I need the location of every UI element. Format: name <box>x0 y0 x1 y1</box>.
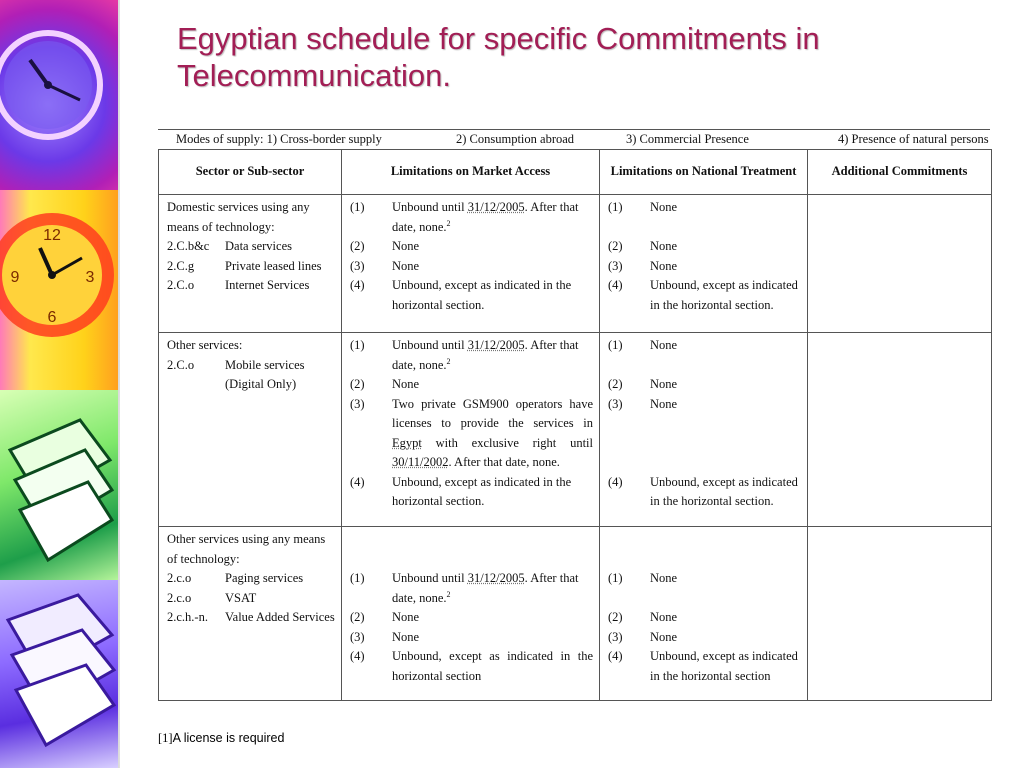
additional-commitments-cell <box>808 195 992 333</box>
mode-2: 2) Consumption abroad <box>456 132 575 146</box>
mode-1: Modes of supply: 1) Cross-border supply <box>176 132 382 146</box>
entry-text: None <box>650 258 678 273</box>
mode-number: (2) <box>608 377 623 391</box>
entry-text: Unbound until <box>392 338 468 352</box>
book-icon <box>0 580 120 768</box>
footnote-marker: 2 <box>446 589 451 599</box>
entry-text: Unbound, except as indicated in the horizontal section. <box>392 474 572 508</box>
table-row <box>159 195 992 333</box>
footnote-text: A license is required <box>172 731 285 745</box>
header-sector: Sector or Sub-sector <box>159 150 342 195</box>
entry-text: Unbound, except as indicated in the horizontal section. <box>650 474 798 508</box>
entry-text: . After that date, none. <box>392 571 579 605</box>
table-row <box>159 527 992 701</box>
sector-name: Paging services <box>225 571 304 585</box>
mode-number: (4) <box>350 474 365 489</box>
sector-cell <box>159 333 342 527</box>
market-access-cell <box>342 195 600 333</box>
strip-shadow <box>118 0 120 768</box>
books-image-purple <box>0 580 120 768</box>
entry-text: None <box>650 396 678 411</box>
entry-text: None <box>392 610 420 624</box>
sector-name: Data services <box>225 239 292 253</box>
sector-name: Mobile services (Digital Only) <box>225 357 305 391</box>
table-row <box>159 333 992 527</box>
mode-number: (1) <box>350 571 365 585</box>
entry-text: Unbound, except as indicated in the horizontal section. <box>392 278 572 312</box>
sector-intro: Other services: <box>167 338 243 352</box>
mode-number: (1) <box>350 338 365 352</box>
mode-number: (2) <box>350 377 365 391</box>
entry-text: None <box>650 338 678 352</box>
national-treatment-cell <box>600 527 808 701</box>
footnote-reference[interactable]: [1] <box>158 731 173 745</box>
table-header-row <box>159 150 992 195</box>
sector-name: Internet Services <box>225 278 310 292</box>
mode-3: 3) Commercial Presence <box>626 132 749 146</box>
footnote-marker: 2 <box>446 356 451 366</box>
entry-text: Unbound until <box>392 200 468 214</box>
mode-number: (4) <box>608 649 623 663</box>
book-icon <box>0 390 120 580</box>
mode-number: (3) <box>350 396 365 411</box>
sector-cell <box>159 527 342 701</box>
svg-text:9: 9 <box>10 269 20 286</box>
entry-date: 31/12/2005 <box>467 338 525 352</box>
entry-text: None <box>650 610 678 624</box>
mode-number: (1) <box>608 571 623 585</box>
svg-text:6: 6 <box>47 309 57 326</box>
mode-number: (2) <box>350 239 365 253</box>
sector-intro: Domestic services using any means of technology: <box>167 200 310 234</box>
sector-name: Value Added Services <box>225 610 335 624</box>
sector-code: 2.C.o <box>167 278 195 292</box>
entry-text: Unbound, except as indicated in the horizontal section <box>392 649 593 683</box>
entry-text: Unbound, except as indicated in the horizontal section. <box>650 278 798 312</box>
mode-number: (1) <box>608 200 623 214</box>
sector-cell <box>159 195 342 333</box>
entry-date: 31/12/2005 <box>467 571 525 585</box>
sector-name: VSAT <box>225 590 257 605</box>
market-access-cell <box>342 527 600 701</box>
entry-text: Two private GSM900 operators have licenses to provide the services in <box>392 396 593 430</box>
entry-text: . After that date, none. <box>392 338 579 372</box>
national-treatment-cell <box>600 195 808 333</box>
header-additional-commitments: Additional Commitments <box>808 150 992 195</box>
entry-text: None <box>392 258 420 273</box>
mode-number: (4) <box>350 278 365 292</box>
entry-text: None <box>650 377 678 391</box>
footnote <box>158 731 284 746</box>
entry-text: with exclusive right until <box>421 435 593 450</box>
entry-country: Egypt <box>392 435 422 450</box>
mode-number: (2) <box>350 610 365 624</box>
clock-image-orange <box>0 190 120 390</box>
entry-text: Unbound until <box>392 571 468 585</box>
books-image-green <box>0 390 120 580</box>
mode-number: (3) <box>350 258 365 273</box>
sector-code: 2.c.o <box>167 590 192 605</box>
entry-text: None <box>392 239 420 253</box>
mode-number: (3) <box>608 396 623 411</box>
clock-icon <box>0 190 120 390</box>
clock-icon <box>0 0 120 190</box>
footnote-marker: 2 <box>446 218 451 228</box>
sector-name: Private leased lines <box>225 258 322 273</box>
svg-text:12: 12 <box>43 227 61 244</box>
modes-of-supply-bar <box>158 129 990 149</box>
entry-text: Unbound, except as indicated in the horizontal section <box>650 649 798 683</box>
clock-image-purple <box>0 0 120 190</box>
national-treatment-cell <box>600 333 808 527</box>
commitments-table <box>158 149 992 701</box>
entry-text: None <box>650 571 678 585</box>
sector-code: 2.C.b&c <box>167 239 210 253</box>
additional-commitments-cell <box>808 527 992 701</box>
decorative-strip <box>0 0 120 768</box>
mode-number: (1) <box>608 338 623 352</box>
slide-title: Egyptian schedule for specific Commitments in Telecommunication. <box>177 21 820 93</box>
header-market-access: Limitations on Market Access <box>342 150 600 195</box>
entry-text: None <box>392 629 420 644</box>
mode-number: (4) <box>350 649 365 663</box>
mode-number: (4) <box>608 474 623 489</box>
sector-code: 2.c.h.-n. <box>167 610 208 624</box>
sector-code: 2.c.o <box>167 571 192 585</box>
entry-date: 31/12/2005 <box>467 200 525 214</box>
mode-number: (4) <box>608 278 623 292</box>
svg-text:3: 3 <box>85 269 95 286</box>
entry-text: None <box>650 629 678 644</box>
entry-text: . After that date, none. <box>448 455 560 469</box>
mode-number: (2) <box>608 610 623 624</box>
entry-date: 30/11/2002 <box>392 455 449 469</box>
mode-number: (3) <box>350 629 365 644</box>
mode-number: (2) <box>608 239 623 253</box>
entry-text: None <box>392 377 420 391</box>
entry-text: None <box>650 239 678 253</box>
mode-number: (3) <box>608 629 623 644</box>
mode-number: (3) <box>608 258 623 273</box>
mode-number: (1) <box>350 200 365 214</box>
mode-4: 4) Presence of natural persons <box>838 132 989 146</box>
sector-intro: Other services using any means of technology: <box>167 532 326 566</box>
entry-text: . After that date, none. <box>392 200 579 234</box>
market-access-cell <box>342 333 600 527</box>
header-national-treatment: Limitations on National Treatment <box>600 150 808 195</box>
additional-commitments-cell <box>808 333 992 527</box>
sector-code: 2.C.g <box>167 258 195 273</box>
sector-code: 2.C.o <box>167 357 195 372</box>
entry-text: None <box>650 200 678 214</box>
